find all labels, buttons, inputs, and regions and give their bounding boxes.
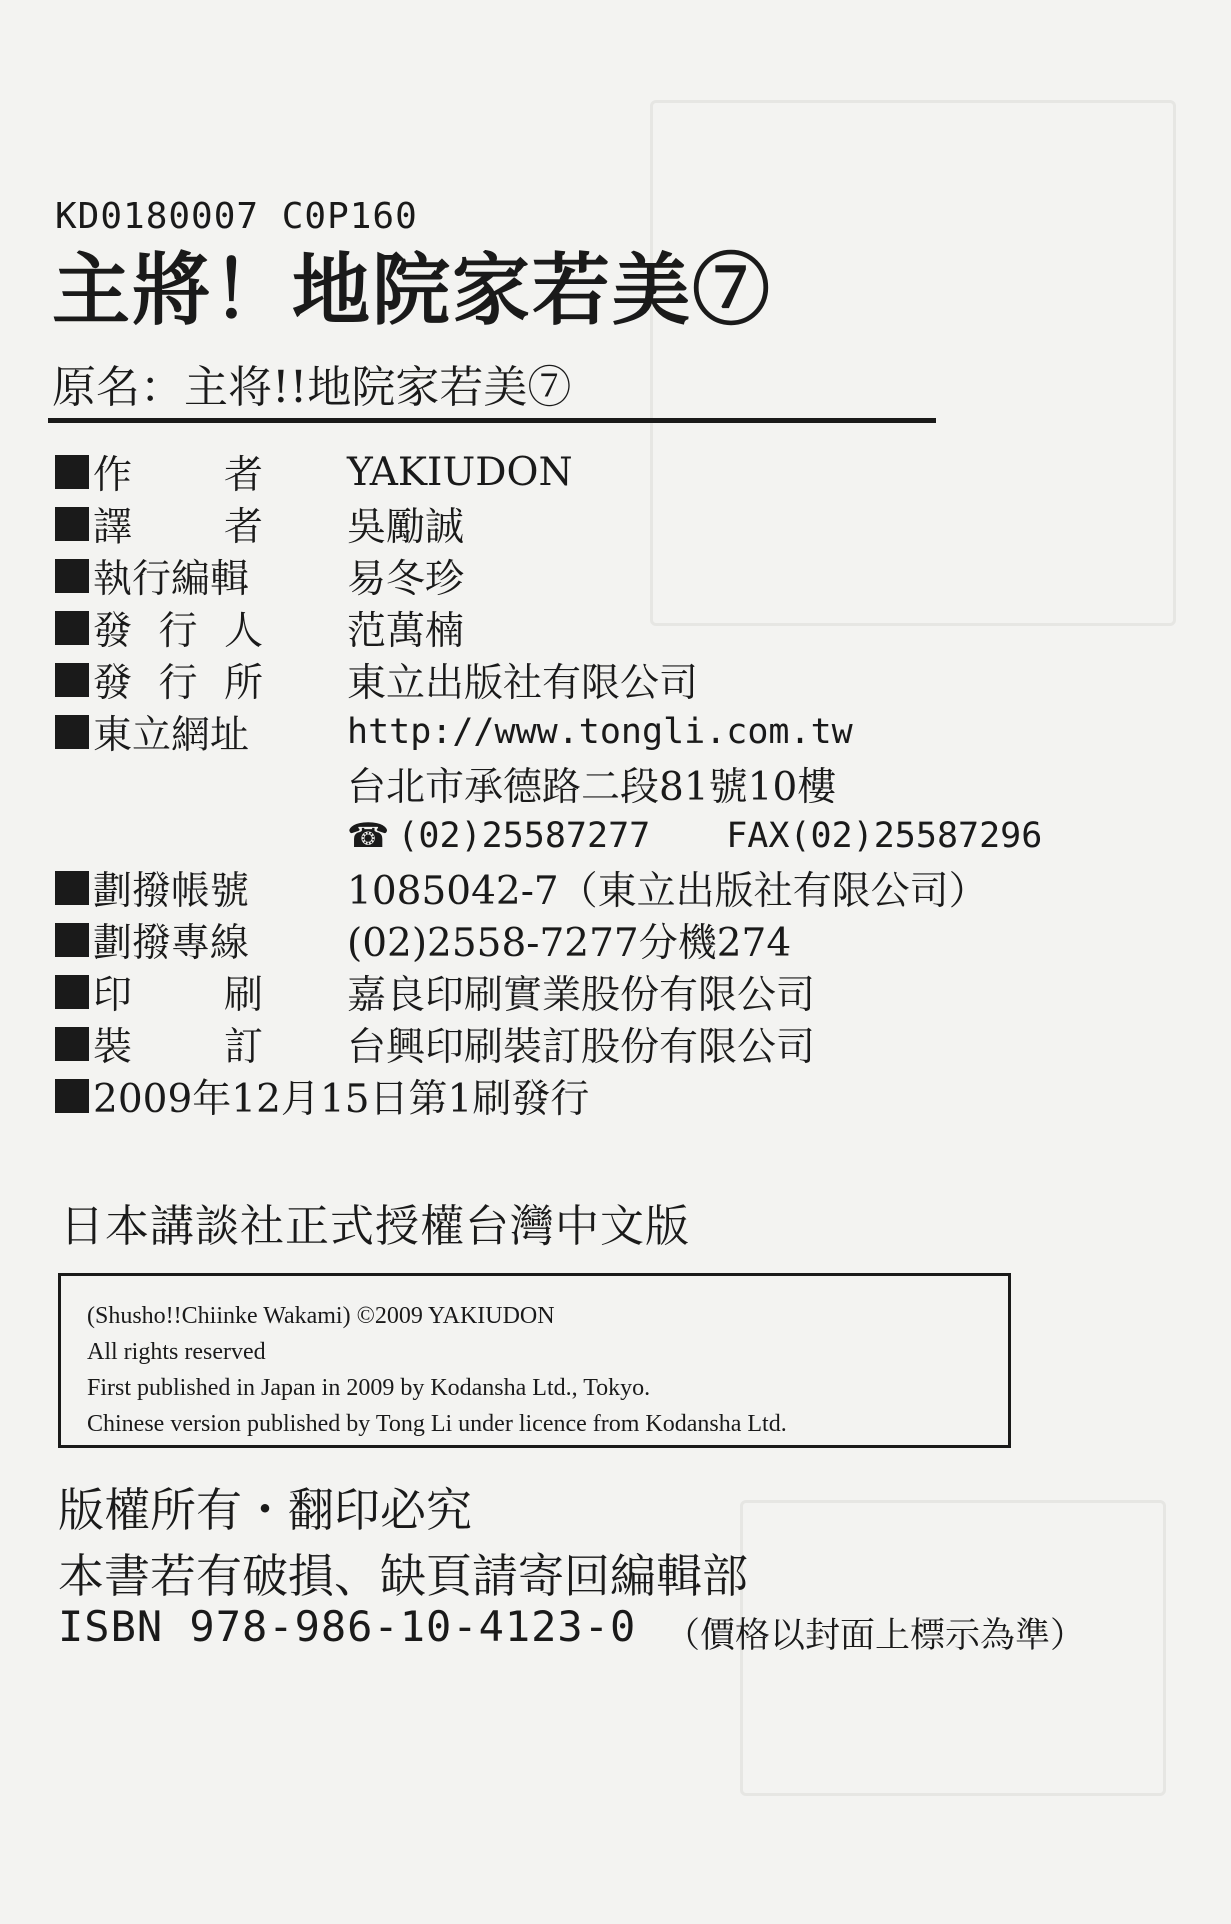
credit-row [55,914,1105,966]
bullet-square [55,1027,89,1061]
credits-list [55,446,1105,1122]
bullet-square [55,663,89,697]
credit-label-text: 劃撥專線 [93,921,250,966]
credit-label-char: 者 [223,505,263,550]
rights-notice: 版權所有・翻印必究 [58,1483,472,1537]
copyright-line: (Shusho!!Chiinke Wakami) ©2009 YAKIUDON [87,1303,555,1329]
credit-label-text: 執行編輯 [93,557,250,602]
credit-row [55,446,1105,498]
credit-value: 1085042-7（東立出版社有限公司） [347,869,988,914]
credit-label-char: 發 [93,609,133,654]
authorization-notice: 日本講談社正式授權台灣中文版 [60,1201,690,1252]
credit-row [55,654,1105,706]
credit-label-char: 所 [223,661,263,706]
credit-label-text: 東立網址 [93,713,250,758]
credit-label-char: 譯 [93,505,133,550]
damage-notice: 本書若有破損、缺頁請寄回編輯部 [58,1549,748,1603]
bullet-square [55,871,89,905]
credit-label [93,704,263,760]
contact-line [347,816,1042,856]
credit-label [93,860,263,916]
credit-value: (02)2558-7277分機274 [347,921,792,966]
copyright-box [58,1273,1011,1448]
credit-label-char: 行 [158,661,198,706]
credit-row [55,498,1105,550]
website-link[interactable]: http://www.tongli.com.tw [347,712,853,752]
credit-value: 台興印刷裝訂股份有限公司 [347,1025,816,1070]
credit-row [55,862,1105,914]
product-code: KD0180007 C0P160 [55,196,418,237]
book-title: 主將！地院家若美⑦ [52,245,773,336]
credit-label-char: 者 [223,453,263,498]
copyright-line: Chinese version published by Tong Li under licence from Kodansha Ltd. [87,1411,787,1437]
title-divider [48,418,936,423]
credit-label [93,600,263,656]
credit-value: 吳勵誠 [347,505,465,550]
credit-row [55,550,1105,602]
contact-row [55,810,1105,862]
credit-row [55,966,1105,1018]
credit-label-char: 行 [158,609,198,654]
credit-label [93,964,263,1020]
bullet-square [55,715,89,749]
credit-label [93,496,263,552]
credit-label-char: 裝 [93,1025,133,1070]
copyright-line: First published in Japan in 2009 by Kodansha Ltd., Tokyo. [87,1375,651,1401]
credit-label [93,1016,263,1072]
credit-row [55,706,1105,758]
publish-date-row [55,1070,1105,1122]
credit-value: 東立出版社有限公司 [347,661,699,706]
bullet-square [55,923,89,957]
original-title: 原名：主将!!地院家若美⑦ [52,362,572,413]
bullet-square [55,975,89,1009]
credit-label-char: 印 [93,973,133,1018]
credit-value: 嘉良印刷實業股份有限公司 [347,973,816,1018]
credit-label-char: 發 [93,661,133,706]
credit-value: 易冬珍 [347,557,465,602]
credit-label [93,652,263,708]
address-row [55,758,1105,810]
bullet-square [55,507,89,541]
fax-number: FAX(02)25587296 [726,816,1043,856]
publish-date: 2009年12月15日第1刷發行 [93,1077,590,1122]
bullet-square [55,1079,89,1113]
credit-row [55,602,1105,654]
credit-row [55,1018,1105,1070]
phone-number: (02)25587277 [397,816,651,856]
credit-label-char: 刷 [223,973,263,1018]
credit-value: YAKIUDON [347,449,573,495]
copyright-line: All rights reserved [87,1339,266,1365]
address: 台北市承德路二段81號10樓 [347,765,837,810]
credit-label [93,548,263,604]
credit-label-char: 作 [93,453,133,498]
credit-value: 范萬楠 [347,609,465,654]
credit-label [93,912,263,968]
credit-label-char: 人 [223,609,263,654]
telephone-icon: ☎ [347,816,390,856]
credit-label [93,444,263,500]
credit-label-char: 訂 [223,1025,263,1070]
bullet-square [55,559,89,593]
credit-label-text: 劃撥帳號 [93,869,250,914]
price-note: （價格以封面上標示為準） [665,1616,1086,1656]
bullet-square [55,611,89,645]
isbn: ISBN 978-986-10-4123-0 [58,1602,637,1651]
bullet-square [55,455,89,489]
